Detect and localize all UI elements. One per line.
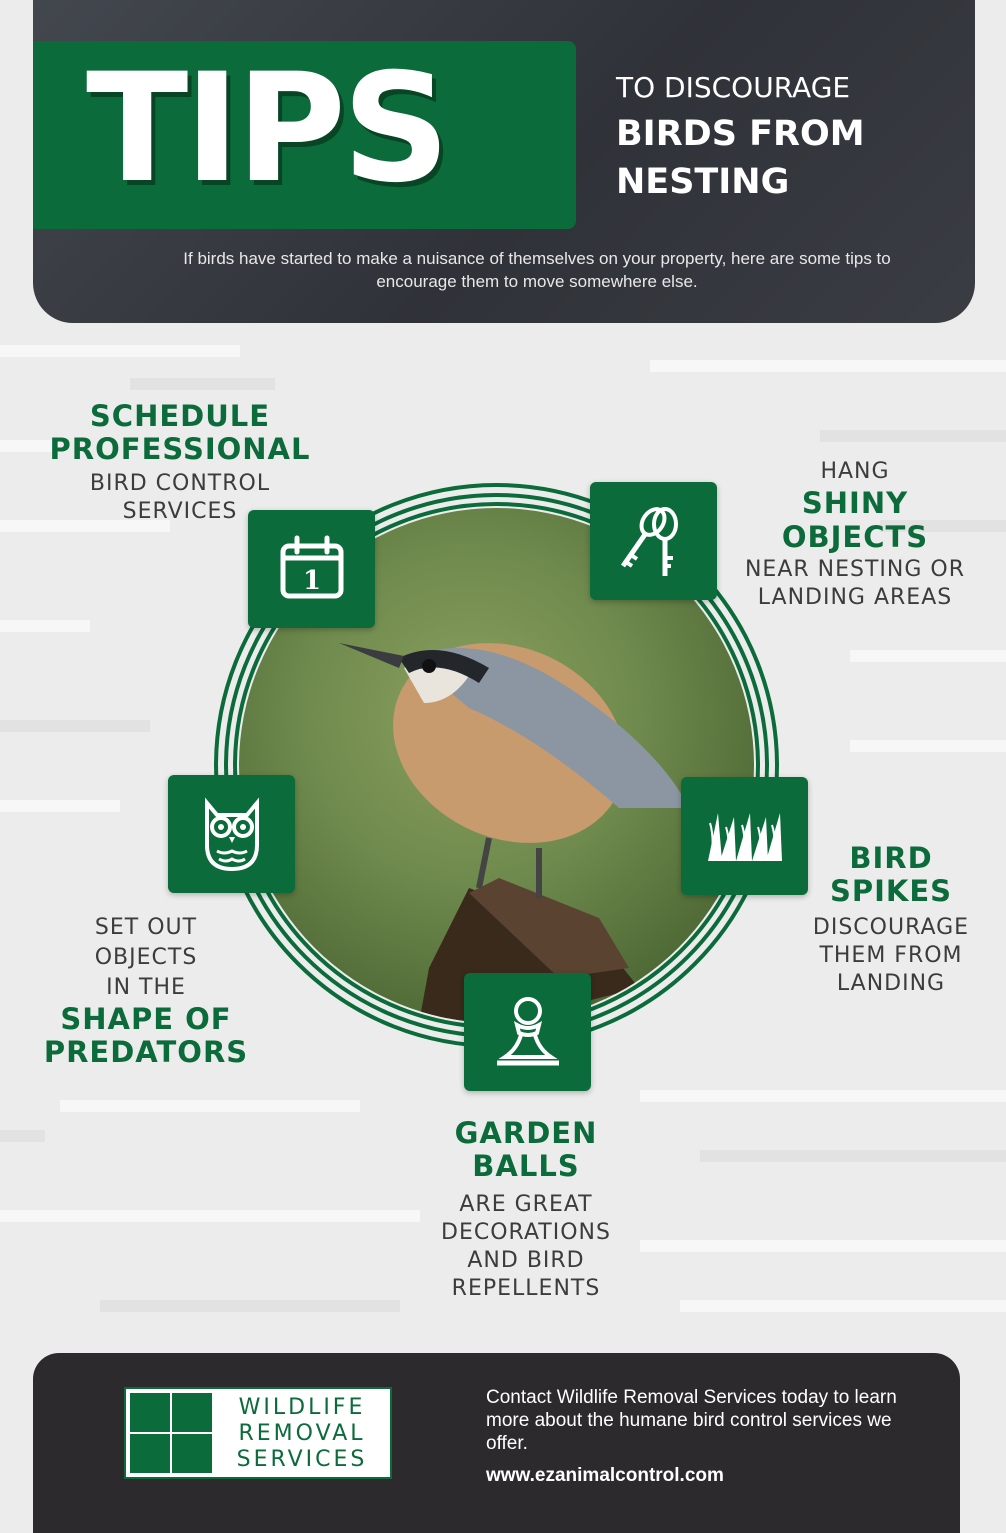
tip-schedule-title: SCHEDULE PROFESSIONAL <box>49 399 311 466</box>
tip-spikes <box>806 842 976 998</box>
intro-text: If birds have started to make a nuisance of themselves on your property, here are some tips to encourage them to move somewhere else. <box>183 249 891 291</box>
tip-garden <box>420 1117 632 1303</box>
tip-predators <box>22 913 270 1069</box>
garden-ball-icon <box>487 991 569 1073</box>
tip-schedule-text: BIRD CONTROL SERVICES <box>89 471 271 524</box>
tip-schedule <box>30 400 330 526</box>
tip-shiny <box>735 458 975 612</box>
tip-predators-pre: SET OUT OBJECTS IN THE <box>94 915 198 1000</box>
owl-icon <box>191 793 273 875</box>
contact-text: Contact Wildlife Removal Services today to learn more about the humane bird control services we offer. <box>486 1387 897 1454</box>
keys-tile <box>590 482 717 600</box>
subtitle-bold: BIRDS FROM NESTING <box>616 114 865 202</box>
tip-garden-title: GARDEN BALLS <box>454 1116 598 1183</box>
logo-text: WILDLIFE REMOVAL SERVICES <box>236 1395 368 1472</box>
calendar-tile <box>248 510 375 628</box>
spikes-tile <box>681 777 808 895</box>
subtitle-light: TO DISCOURAGE <box>616 71 851 104</box>
tip-spikes-text: DISCOURAGE THEM FROM LANDING <box>812 915 970 996</box>
logo-animal-grid <box>130 1393 212 1473</box>
tips-heading: TIPS <box>86 42 447 216</box>
keys-icon <box>613 500 695 582</box>
tip-shiny-text: NEAR NESTING OR LANDING AREAS <box>744 557 966 610</box>
owl-tile <box>168 775 295 893</box>
calendar-icon <box>271 528 353 610</box>
svg-text:1: 1 <box>302 566 321 596</box>
website-link[interactable]: www.ezanimalcontrol.com <box>486 1465 724 1486</box>
tip-predators-title: SHAPE OF PREDATORS <box>43 1002 249 1069</box>
tip-spikes-title: BIRD SPIKES <box>829 841 953 908</box>
company-logo <box>124 1387 392 1479</box>
garden-ball-tile <box>464 973 591 1091</box>
tip-garden-text: ARE GREAT DECORATIONS AND BIRD REPELLENTS <box>441 1192 611 1301</box>
tip-shiny-pre: HANG <box>820 459 890 484</box>
tip-shiny-title: SHINY OBJECTS <box>781 486 929 554</box>
spikes-icon <box>704 795 786 877</box>
